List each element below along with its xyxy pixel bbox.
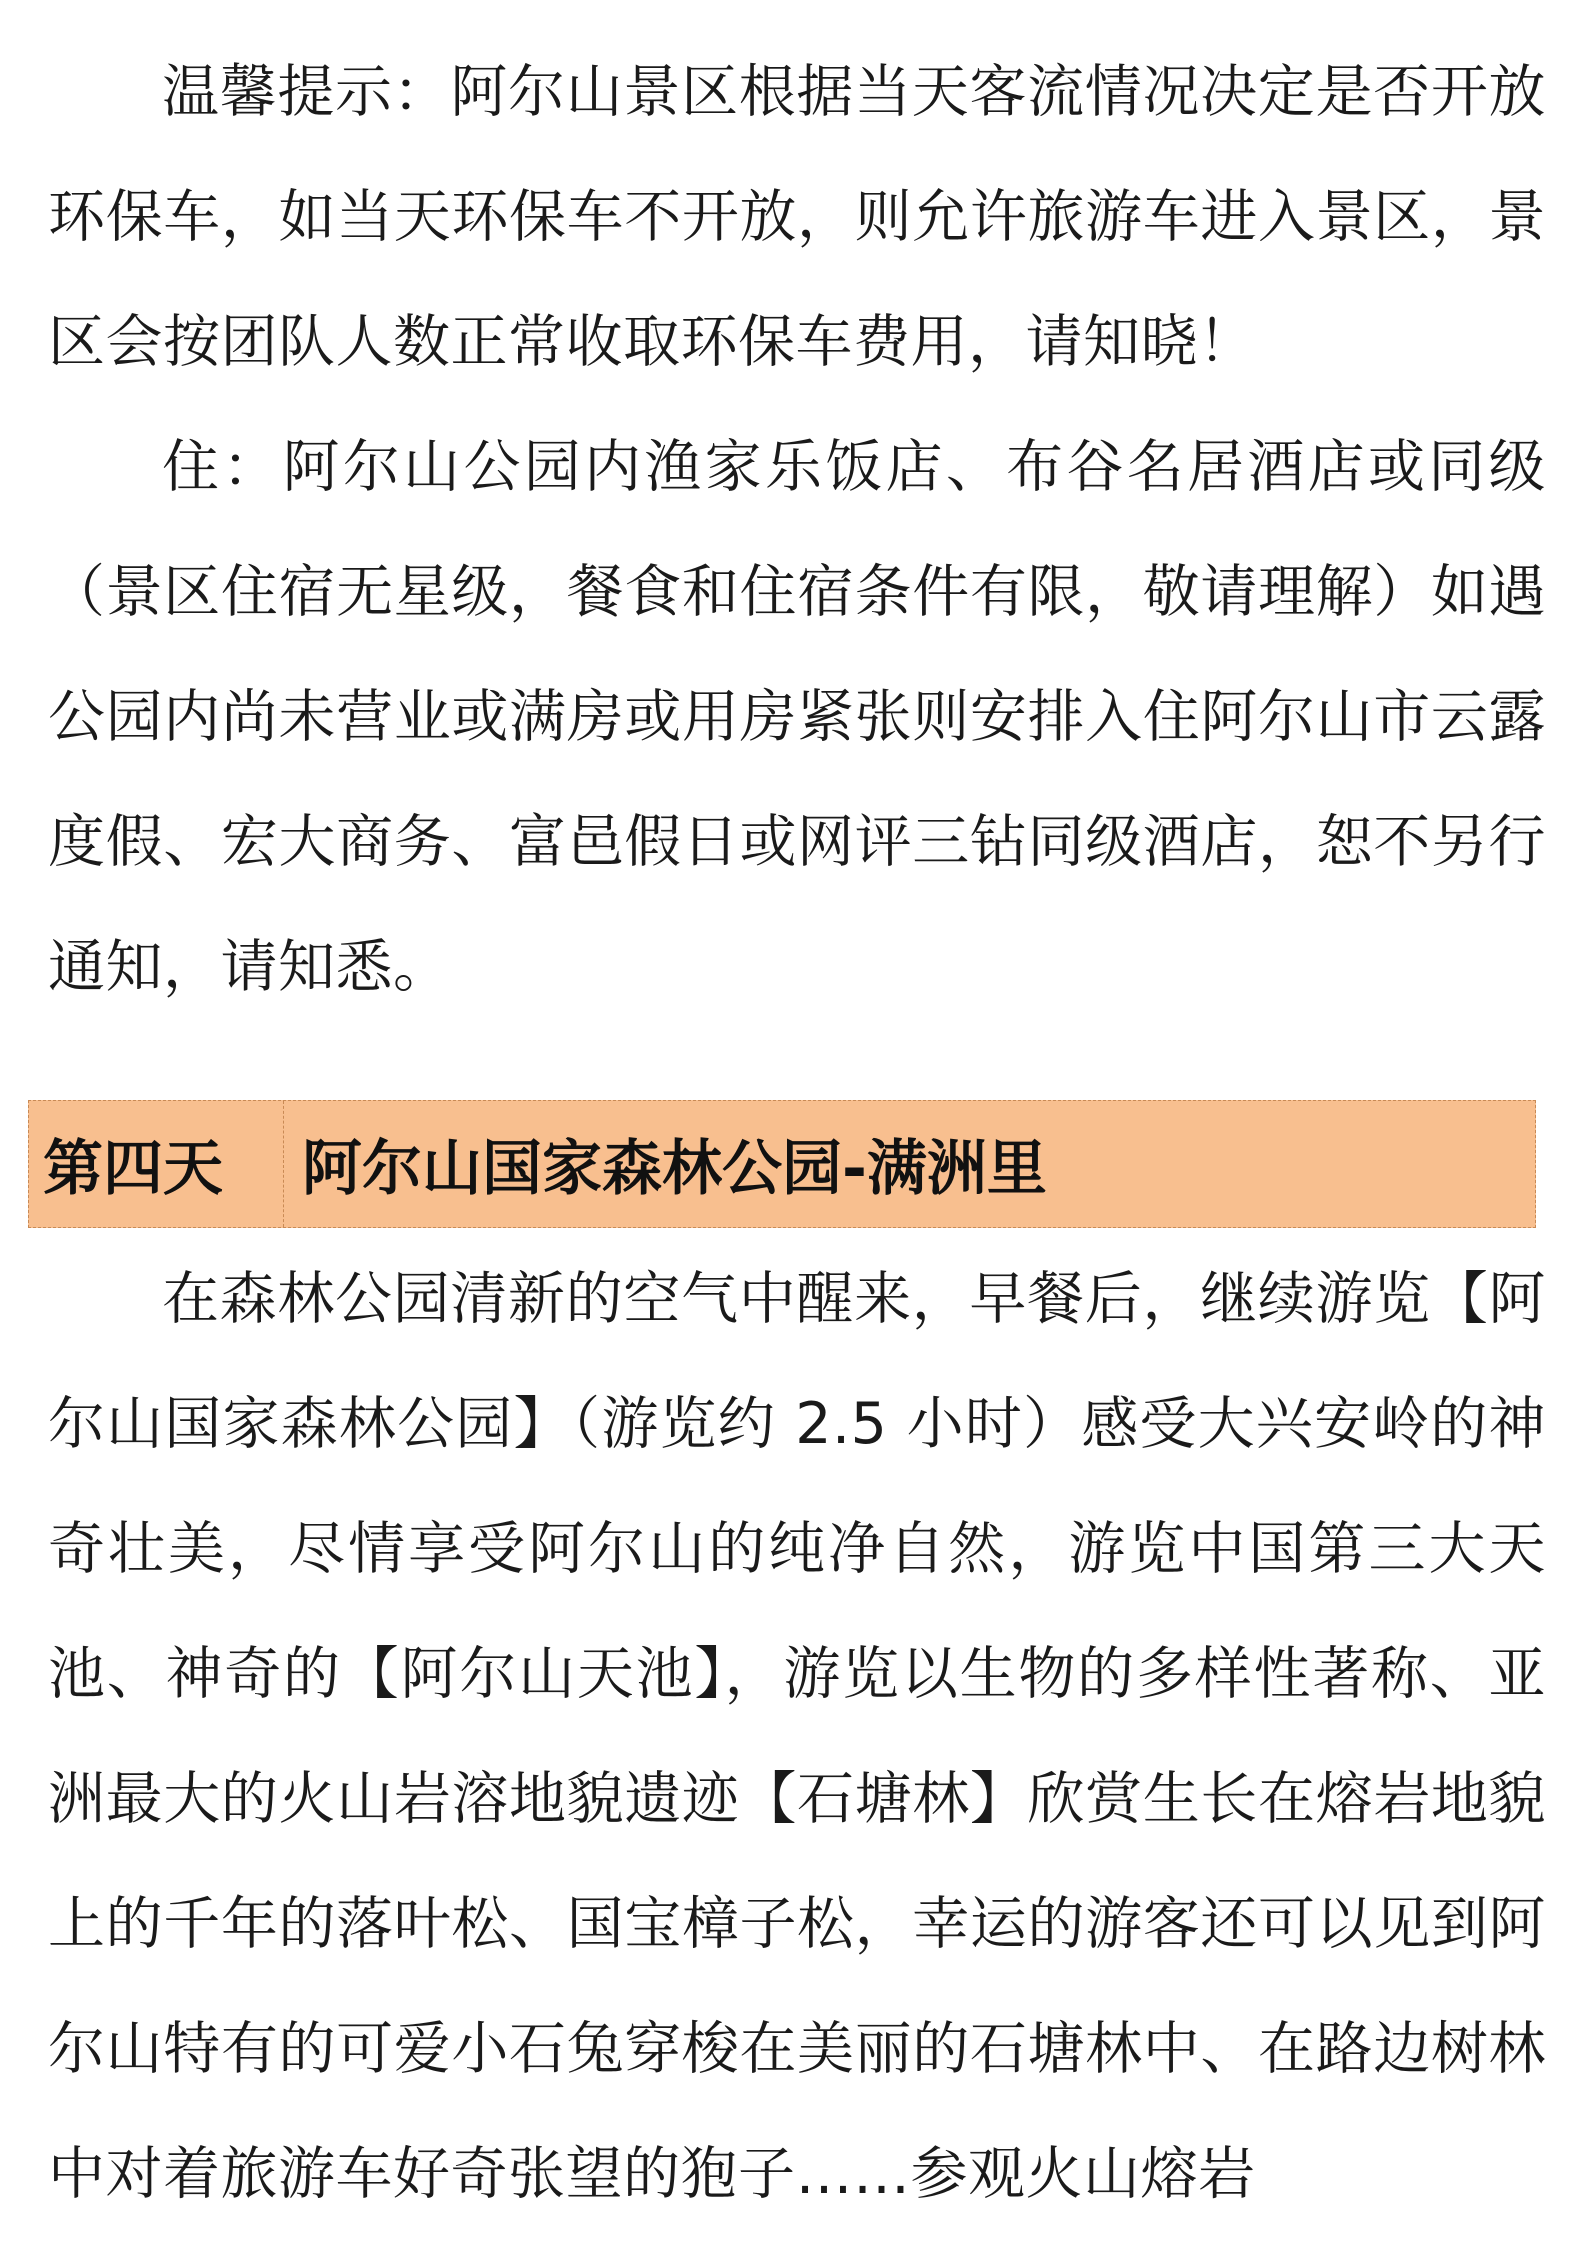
accommodation-paragraph: 住：阿尔山公园内渔家乐饭店、布谷名居酒店或同级（景区住宿无星级，餐食和住宿条件有限，敬请理解）如遇公园内尚未营业或满房或用房紧张则安排入住阿尔山市云露度假、宏大商务、富邑假日或网评三钻同级酒店，恕不另行通知，请知悉。 [48, 434, 1546, 1000]
day-description-paragraph: 在森林公园清新的空气中醒来，早餐后，继续游览【阿尔山国家森林公园】（游览约 2.5 小时）感受大兴安岭的神奇壮美，尽情享受阿尔山的纯净自然，游览中国第三大天池、神奇的【阿尔山天池】，游览以生物的多样性著称、亚洲最大的火山岩溶地貌遗迹【石塘林】欣赏生长在熔岩地貌上的千年的落叶松、国宝樟子松，幸运的游客还可以见到阿尔山特有的可爱小石兔穿梭在美丽的石塘林中、在路边树林中对着旅游车好奇张望的狍子……参观火山熔岩 [48, 1266, 1546, 2207]
tip-paragraph: 温馨提示：阿尔山景区根据当天客流情况决定是否开放环保车，如当天环保车不开放，则允许旅游车进入景区，景区会按团队人数正常收取环保车费用，请知晓！ [48, 59, 1546, 375]
day-title: 阿尔山国家森林公园-满洲里 [302, 1134, 1047, 1204]
day-label: 第四天 [29, 1101, 284, 1227]
day-header [28, 1100, 1536, 1228]
